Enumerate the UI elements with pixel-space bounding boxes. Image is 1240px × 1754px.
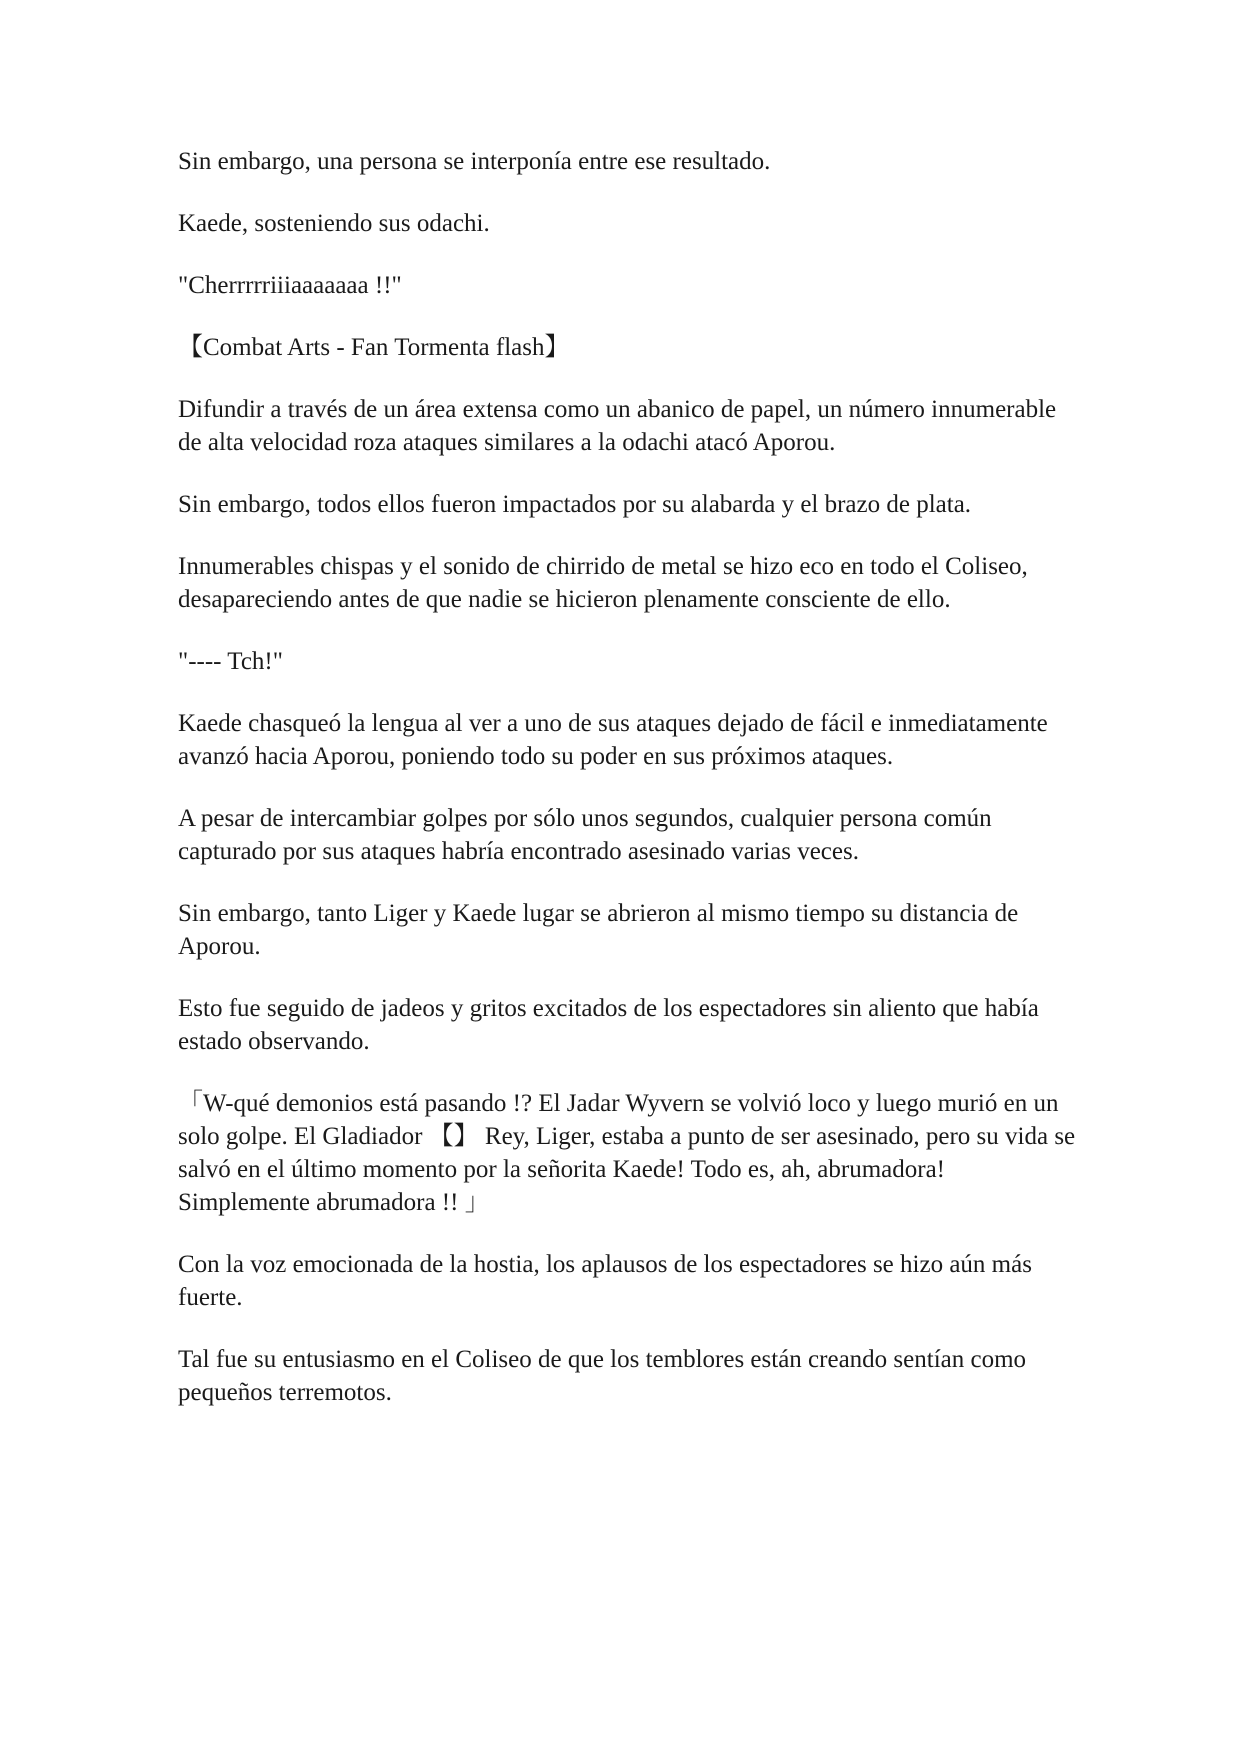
paragraph: Difundir a través de un área extensa como un abanico de papel, un número innumerable de alta velocidad roza ataques similares a la odachi atacó Aporou. [178, 396, 1057, 456]
paragraph: Esto fue seguido de jadeos y gritos excitados de los espectadores sin aliento que había estado observando. [178, 995, 1039, 1055]
paragraph: Kaede chasqueó la lengua al ver a uno de sus ataques dejado de fácil e inmediatamente avanzó hacia Aporou, poniendo todo su poder en sus próximos ataques. [178, 710, 1048, 770]
paragraph: A pesar de intercambiar golpes por sólo unos segundos, cualquier persona común capturado por sus ataques habría encontrado asesinado varias veces. [178, 805, 992, 865]
paragraph: Con la voz emocionada de la hostia, los aplausos de los espectadores se hizo aún más fuerte. [178, 1251, 1032, 1311]
paragraph: Tal fue su entusiasmo en el Coliseo de que los temblores están creando sentían como pequeños terremotos. [178, 1346, 1027, 1406]
paragraph: Sin embargo, todos ellos fueron impactados por su alabarda y el brazo de plata. [178, 491, 972, 518]
paragraph: Sin embargo, tanto Liger y Kaede lugar se abrieron al mismo tiempo su distancia de Aporou. [178, 900, 1019, 960]
document-body [178, 145, 1078, 1438]
skill-name: 【Combat Arts - Fan Tormenta flash】 [178, 334, 570, 361]
dialogue-line: "---- Tch!" [178, 648, 283, 675]
dialogue-line: "Cherrrrriiiaaaaaaa !!" [178, 272, 402, 299]
paragraph: Innumerables chispas y el sonido de chirrido de metal se hizo eco en todo el Coliseo, desapareciendo antes de que nadie se hicieron plenamente consciente de ello. [178, 553, 1028, 613]
announcer-quote: 「W-qué demonios está pasando !? El Jadar Wyvern se volvió loco y luego murió en un solo golpe. El Gladiador 【】 Rey, Liger, estaba a punto de ser asesinado, pero su vida se salvó en el último momento por la señorita Kaede! Todo es, ah, abrumadora! Simplemente abrumadora !! 」 [178, 1090, 1076, 1216]
paragraph: Sin embargo, una persona se interponía entre ese resultado. [178, 148, 771, 175]
paragraph: Kaede, sosteniendo sus odachi. [178, 210, 490, 237]
